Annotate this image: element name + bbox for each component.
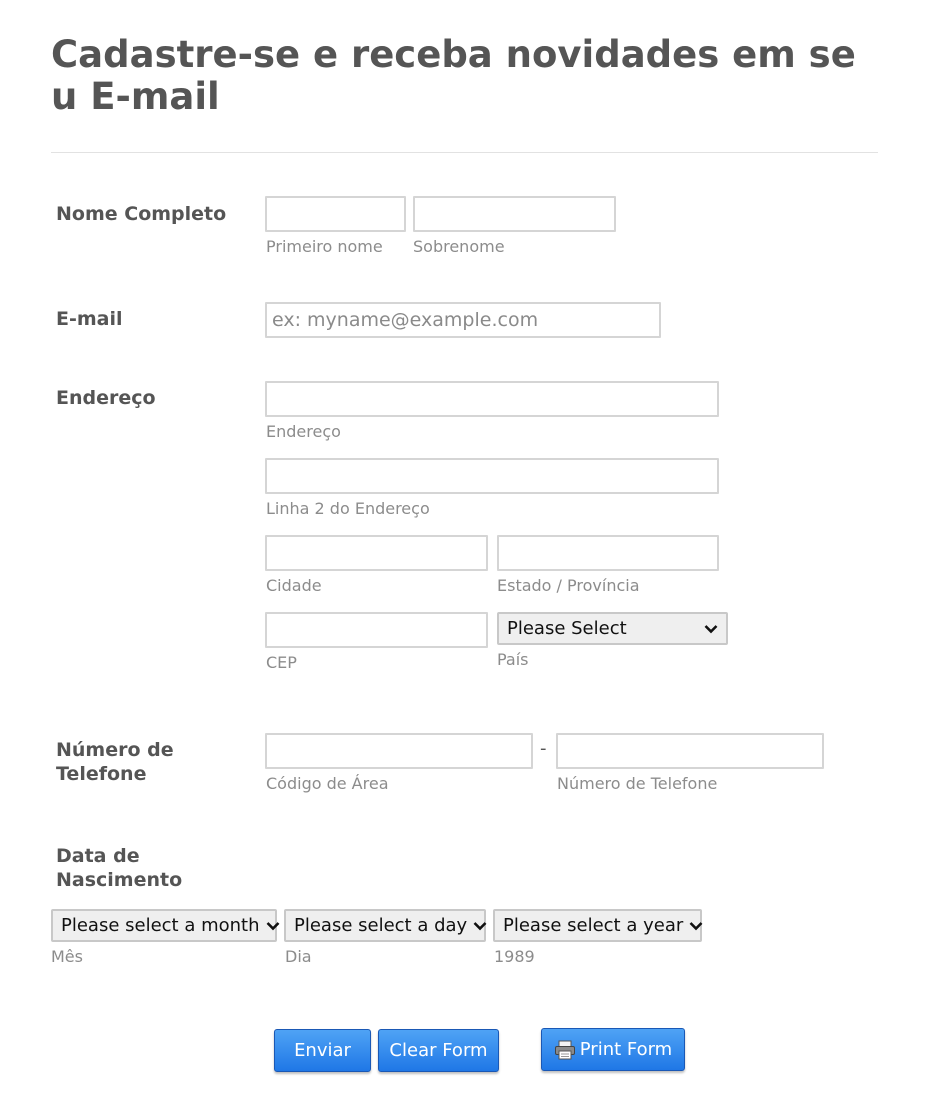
first-name-sublabel: Primeiro nome [266, 237, 383, 256]
chevron-down-icon [689, 921, 703, 931]
country-select-value: Please Select [507, 618, 627, 639]
zip-input[interactable] [265, 612, 488, 648]
birth-month-value: Please select a month [61, 915, 260, 936]
submit-button-label: Enviar [294, 1040, 351, 1061]
state-sublabel: Estado / Província [497, 576, 640, 595]
country-sublabel: País [497, 650, 529, 669]
last-name-sublabel: Sobrenome [413, 237, 505, 256]
title-divider [51, 152, 878, 153]
birth-year-sublabel: 1989 [494, 947, 535, 966]
phone-number-input[interactable] [556, 733, 824, 769]
birth-year-select[interactable] [493, 909, 702, 942]
full-name-label: Nome Completo [56, 203, 227, 225]
birth-month-sublabel: Mês [51, 947, 83, 966]
address-line2-input[interactable] [265, 458, 719, 494]
birth-day-value: Please select a day [294, 915, 468, 936]
birth-day-select[interactable] [284, 909, 486, 942]
clear-form-button-label: Clear Form [389, 1040, 488, 1061]
city-input[interactable] [265, 535, 488, 571]
address-line1-input[interactable] [265, 381, 719, 417]
birth-date-label: Data de Nascimento [56, 845, 183, 891]
chevron-down-icon [473, 921, 487, 931]
first-name-input[interactable] [265, 196, 406, 232]
email-field[interactable] [265, 302, 661, 338]
address-label: Endereço [56, 387, 156, 409]
birth-day-sublabel: Dia [285, 947, 312, 966]
state-input[interactable] [497, 535, 719, 571]
print-form-button-label: Print Form [579, 1039, 673, 1060]
submit-button[interactable] [274, 1029, 371, 1072]
email-label: E-mail [56, 308, 123, 330]
form-title: Cadastre-se e receba novidades em seu E-mail [51, 33, 856, 118]
phone-number-sublabel: Número de Telefone [557, 774, 718, 793]
print-form-button[interactable] [541, 1028, 685, 1071]
area-code-input[interactable] [265, 733, 533, 769]
clear-form-button[interactable] [378, 1029, 499, 1072]
chevron-down-icon [266, 921, 280, 931]
printer-icon [554, 1040, 576, 1060]
chevron-down-icon [704, 624, 718, 634]
area-code-sublabel: Código de Área [266, 774, 389, 793]
zip-sublabel: CEP [266, 653, 297, 672]
country-select[interactable] [497, 612, 728, 645]
last-name-input[interactable] [413, 196, 616, 232]
address-line2-sublabel: Linha 2 do Endereço [266, 499, 430, 518]
phone-label: Número de Telefone [56, 739, 174, 785]
city-sublabel: Cidade [266, 576, 322, 595]
birth-month-select[interactable] [51, 909, 277, 942]
birth-year-value: Please select a year [503, 915, 684, 936]
address-line1-sublabel: Endereço [266, 422, 341, 441]
phone-separator: - [540, 738, 547, 759]
